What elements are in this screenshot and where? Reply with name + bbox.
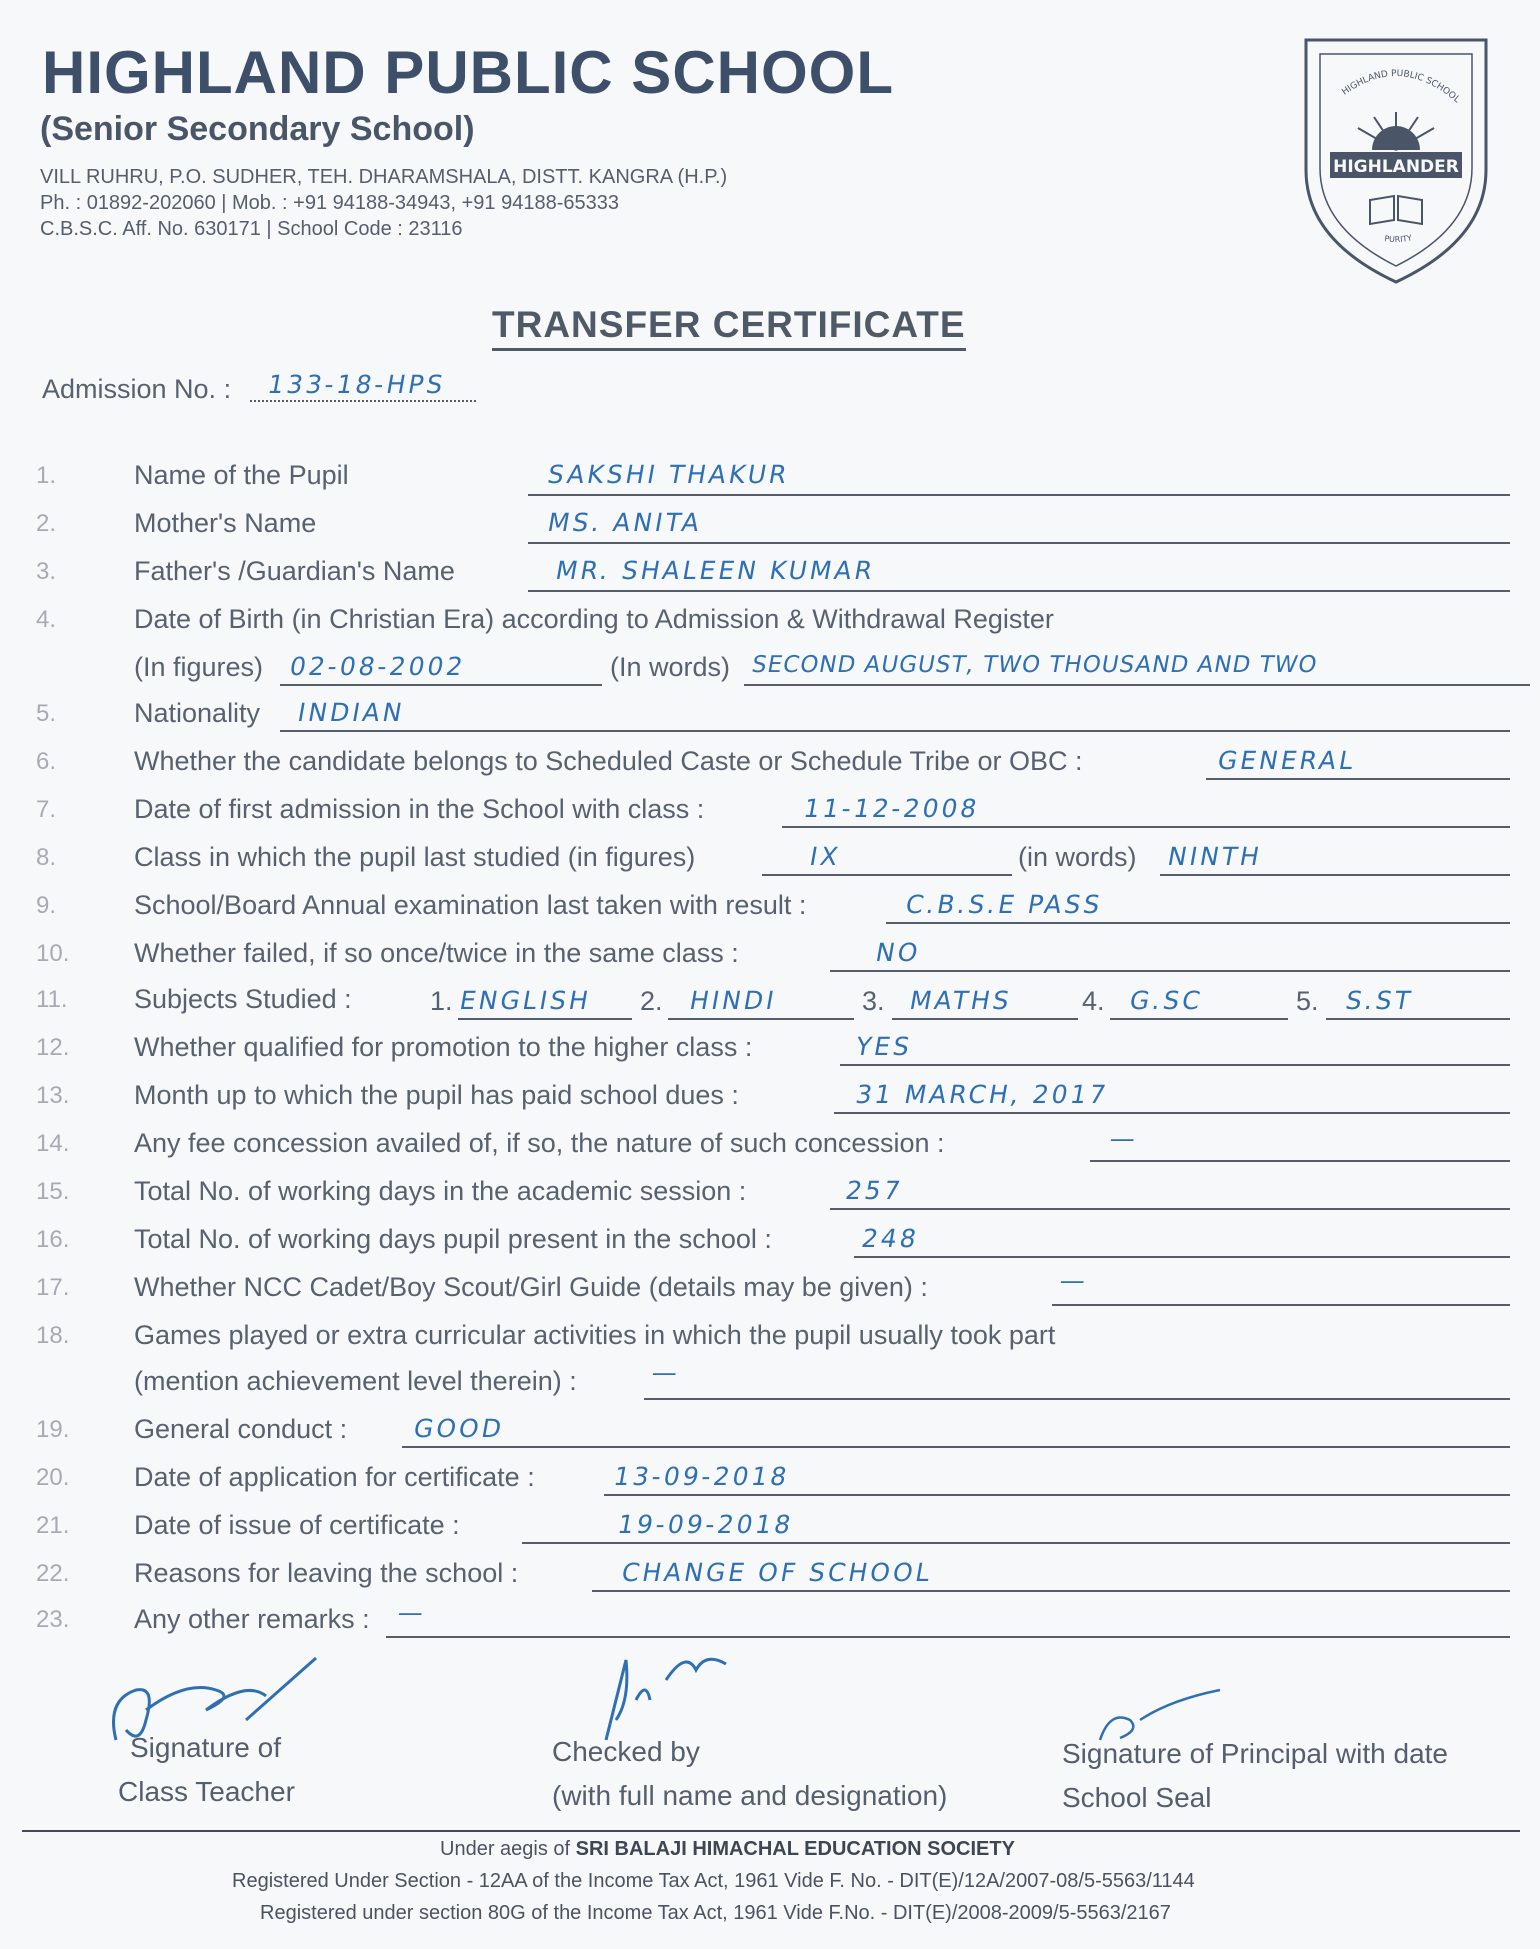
subject-1-value: ENGLISH [457, 986, 594, 1015]
promotion-value: YES [853, 1032, 915, 1061]
last-class-words-label: (in words) [1018, 842, 1137, 872]
subject-number: 3. [862, 986, 885, 1016]
caste-category-value: GENERAL [1215, 746, 1359, 775]
remarks-value: — [395, 1598, 429, 1627]
class-teacher-sig-label: Signature of [130, 1732, 281, 1763]
last-exam-label: School/Board Annual examination last taken with result : [134, 890, 807, 920]
item-number: 5. [36, 700, 57, 727]
school-address: VILL RUHRU, P.O. SUDHER, TEH. DHARAMSHALA, DISTT. KANGRA (H.P.) [40, 166, 728, 188]
application-date-label: Date of application for certificate : [134, 1462, 535, 1492]
working-days-value: 257 [843, 1176, 906, 1205]
dues-paid-value: 31 MARCH, 2017 [853, 1080, 1111, 1109]
admission-no-value: 133-18-HPS [265, 370, 448, 399]
dues-paid-label: Month up to which the pupil has paid school dues : [134, 1080, 739, 1110]
dob-figures-label: (In figures) [134, 652, 264, 682]
school-name: HIGHLAND PUBLIC SCHOOL [42, 39, 894, 106]
crest-motto-text: PURITY [1383, 233, 1413, 245]
activities-value: — [649, 1358, 683, 1387]
checked-by-label: Checked by [552, 1736, 700, 1767]
mother-name-label: Mother's Name [134, 508, 317, 538]
school-affiliation: C.B.S.C. Aff. No. 630171 | School Code : 23116 [40, 218, 463, 240]
admission-no-label: Admission No. : [42, 374, 232, 404]
class-teacher-sig-label-2: Class Teacher [118, 1776, 295, 1807]
days-present-value: 248 [859, 1224, 922, 1253]
school-phone: Ph. : 01892-202060 | Mob. : +91 94188-34943, +91 94188-65333 [40, 192, 620, 214]
issue-date-value: 19-09-2018 [615, 1510, 796, 1539]
issue-date-label: Date of issue of certificate : [134, 1510, 460, 1540]
item-number: 10. [36, 940, 70, 967]
footer-registration-1: Registered Under Section - 12AA of the Income Tax Act, 1961 Vide F. No. - DIT(E)/12A/2007-08/5-5563/1144 [232, 1870, 1195, 1892]
promotion-label: Whether qualified for promotion to the higher class : [134, 1032, 753, 1062]
pupil-name-label: Name of the Pupil [134, 460, 349, 490]
caste-category-label: Whether the candidate belongs to Scheduled Caste or Schedule Tribe or OBC : [134, 746, 1083, 776]
crest-top-text: HIGHLAND PUBLIC SCHOOL [1340, 68, 1462, 106]
remarks-label: Any other remarks : [134, 1604, 370, 1634]
activities-label-2: (mention achievement level therein) : [134, 1366, 577, 1396]
working-days-label: Total No. of working days in the academic session : [134, 1176, 747, 1206]
subject-number: 4. [1082, 986, 1105, 1016]
svg-text:PURITY [1384, 233, 1413, 244]
principal-sig-label: Signature of Principal with date [1062, 1738, 1448, 1769]
subject-4-value: G.SC [1127, 986, 1206, 1015]
last-class-label: Class in which the pupil last studied (in figures) [134, 842, 696, 872]
leaving-reason-label: Reasons for leaving the school : [134, 1558, 519, 1588]
last-exam-value: C.B.S.E PASS [903, 890, 1105, 919]
dob-label: Date of Birth (in Christian Era) according to Admission & Withdrawal Register [134, 604, 1054, 634]
subject-number: 2. [640, 986, 663, 1016]
subject-2-value: HINDI [687, 986, 780, 1015]
first-admission-value: 11-12-2008 [801, 794, 982, 823]
footer-aegis: Under aegis of SRI BALAJI HIMACHAL EDUCATION SOCIETY [440, 1838, 1015, 1860]
item-number: 17. [36, 1274, 70, 1301]
school-type: (Senior Secondary School) [40, 110, 475, 148]
fee-concession-label: Any fee concession availed of, if so, the nature of such concession : [134, 1128, 945, 1158]
pupil-name-value: SAKSHI THAKUR [545, 460, 792, 489]
item-number: 13. [36, 1082, 70, 1109]
nationality-value: INDIAN [295, 698, 408, 727]
leaving-reason-value: CHANGE OF SCHOOL [619, 1558, 936, 1587]
fee-concession-value: — [1107, 1124, 1141, 1153]
failed-label: Whether failed, if so once/twice in the same class : [134, 938, 739, 968]
subjects-label: Subjects Studied : [134, 984, 352, 1014]
activities-label: Games played or extra curricular activities in which the pupil usually took part [134, 1320, 1056, 1350]
item-number: 3. [36, 558, 57, 585]
mother-name-value: MS. ANITA [545, 508, 705, 537]
crest-banner-text: HIGHLANDER [1333, 157, 1459, 177]
svg-text:HIGHLAND PUBLIC SCHOOL [1340, 69, 1461, 105]
item-number: 12. [36, 1034, 70, 1061]
item-number: 1. [36, 462, 57, 489]
application-date-value: 13-09-2018 [611, 1462, 792, 1491]
item-number: 22. [36, 1560, 70, 1587]
item-number: 23. [36, 1606, 70, 1633]
school-crest-logo [1286, 20, 1506, 290]
footer-registration-2: Registered under section 80G of the Income Tax Act, 1961 Vide F.No. - DIT(E)/2008-2009/5-5563/2167 [260, 1902, 1171, 1924]
ncc-scout-value: — [1057, 1266, 1091, 1295]
principal-sig-label-2: School Seal [1062, 1782, 1212, 1813]
father-name-value: MR. SHALEEN KUMAR [553, 556, 878, 585]
item-number: 19. [36, 1416, 70, 1443]
item-number: 16. [36, 1226, 70, 1253]
failed-value: NO [873, 938, 923, 967]
subject-number: 5. [1296, 986, 1319, 1016]
item-number: 4. [36, 606, 57, 633]
dob-words-value: SECOND AUGUST, TWO THOUSAND AND TWO [749, 652, 1320, 678]
checked-by-label-2: (with full name and designation) [552, 1780, 948, 1811]
item-number: 18. [36, 1322, 70, 1349]
conduct-value: GOOD [411, 1414, 507, 1443]
item-number: 21. [36, 1512, 70, 1539]
father-name-label: Father's /Guardian's Name [134, 556, 455, 586]
item-number: 9. [36, 892, 57, 919]
last-class-words-value: NINTH [1165, 842, 1265, 871]
days-present-label: Total No. of working days pupil present in the school : [134, 1224, 772, 1254]
subject-number: 1. [430, 986, 453, 1016]
dob-words-label: (In words) [610, 652, 731, 682]
item-number: 7. [36, 796, 57, 823]
item-number: 8. [36, 844, 57, 871]
certificate-title: TRANSFER CERTIFICATE [492, 304, 966, 351]
item-number: 20. [36, 1464, 70, 1491]
checked-by-signature [576, 1640, 756, 1750]
nationality-label: Nationality [134, 698, 261, 728]
conduct-label: General conduct : [134, 1414, 348, 1444]
last-class-figures-value: IX [807, 842, 844, 871]
item-number: 11. [36, 986, 68, 1013]
dob-figures-value: 02-08-2002 [287, 652, 468, 681]
subject-5-value: S.ST [1343, 986, 1416, 1015]
ncc-scout-label: Whether NCC Cadet/Boy Scout/Girl Guide (details may be given) : [134, 1272, 928, 1302]
first-admission-label: Date of first admission in the School with class : [134, 794, 705, 824]
item-number: 14. [36, 1130, 70, 1157]
item-number: 2. [36, 510, 57, 537]
subject-3-value: MATHS [907, 986, 1015, 1015]
item-number: 15. [36, 1178, 70, 1205]
item-number: 6. [36, 748, 57, 775]
